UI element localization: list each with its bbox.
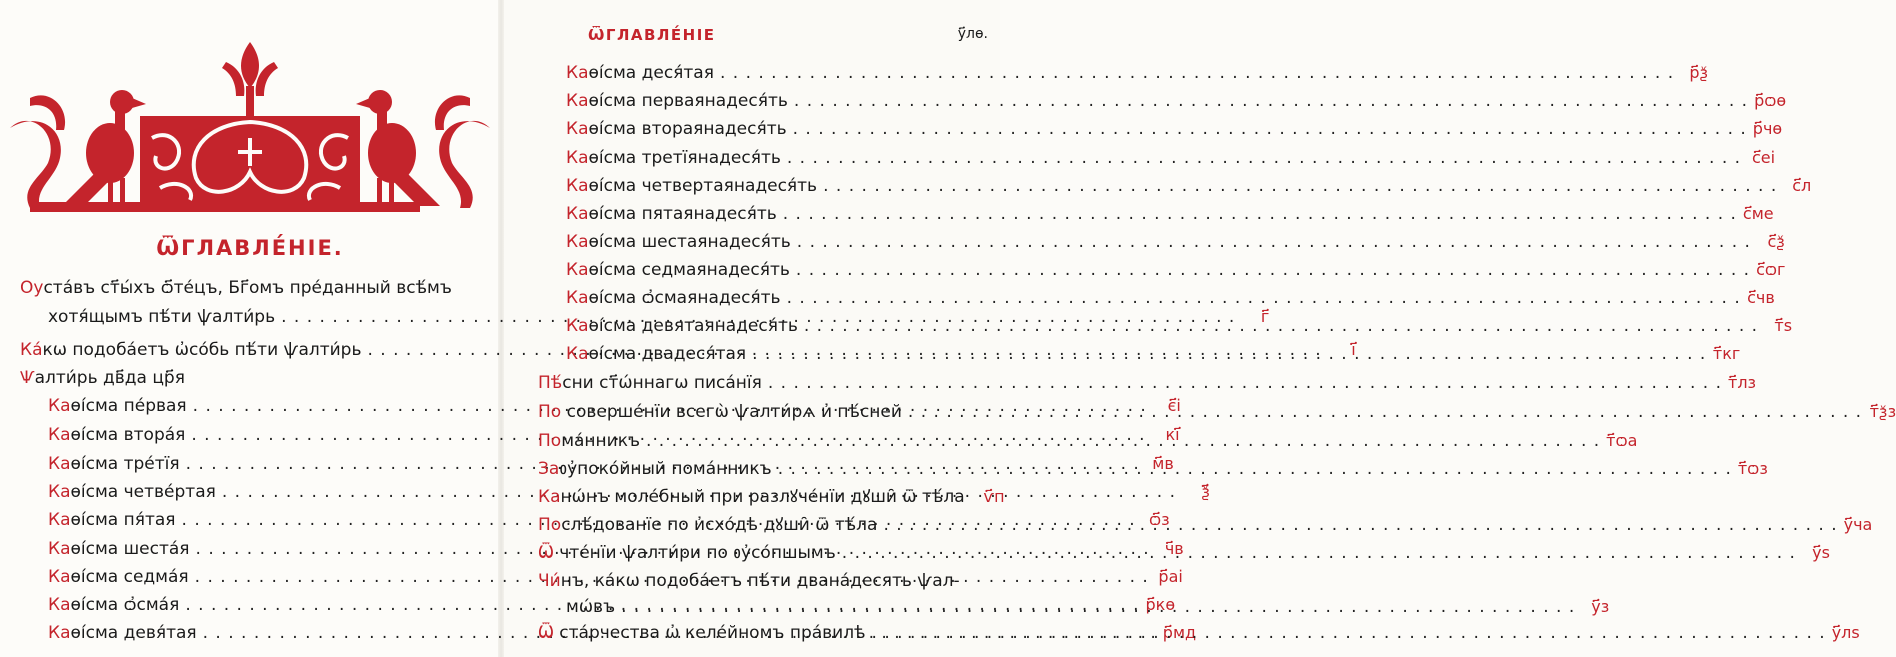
toc-page-number: ѵ҃п bbox=[983, 487, 1005, 506]
toc-entry-text: хотя́щымъ пѣ́ти ѱалти́рь bbox=[48, 307, 276, 327]
toc-entry-text: Каѳі́сма перваянадеся́ть bbox=[566, 91, 788, 111]
toc-entry-text: Каѳі́сма девя́тая bbox=[48, 623, 197, 643]
toc-entry-text: Каѳі́сма девятаянадеся́ть bbox=[566, 316, 798, 336]
leader-dots bbox=[752, 341, 1706, 367]
toc-page-number: р҃ѻѳ bbox=[1754, 91, 1787, 110]
toc-page-number: р҃ѯ bbox=[1689, 63, 1709, 82]
toc-entry-text: Пома́нникъ bbox=[538, 431, 640, 451]
toc-page-number: с҃чв bbox=[1747, 288, 1775, 307]
leader-dots bbox=[778, 456, 1732, 482]
toc-entry-text: Канѡ́нъ моле́бный при разлꙋче́нїи дꙋши̑ ѿ тѣ́ла bbox=[538, 487, 965, 507]
toc-entry-text: Ка́кѡ подоба́етъ ѡ҆со́бь пѣ́ти ѱалти́рь bbox=[20, 340, 362, 360]
toc-page-number: г҃ bbox=[1260, 307, 1270, 326]
toc-entry[interactable] bbox=[566, 173, 1812, 199]
toc-page-number: т҃ѻа bbox=[1606, 431, 1638, 450]
toc-page-number: ѻ҃з bbox=[1149, 510, 1170, 529]
toc-entry[interactable] bbox=[538, 484, 1005, 510]
toc-page-number: у҃s bbox=[1812, 543, 1830, 562]
toc-entry-text: Чи́нъ, ка́кѡ подоба́етъ пѣ́ти двана́десять ѱал- bbox=[538, 571, 960, 591]
toc-entry-text: Каѳі́сма четвертаянадеся́ть bbox=[566, 176, 818, 196]
toc-entry-text: Каѳі́сма тре́тїя bbox=[48, 454, 180, 474]
toc-entry[interactable] bbox=[566, 201, 1774, 227]
toc-entry[interactable] bbox=[566, 88, 1787, 114]
toc-entry-text: Каѳі́сма пе́рвая bbox=[48, 396, 187, 416]
top-fleur bbox=[222, 42, 278, 120]
leader-dots bbox=[787, 145, 1741, 171]
toc-entry-text: Каѳі́сма шестаянадеся́ть bbox=[566, 232, 791, 252]
toc-page-number: є҃і bbox=[1167, 396, 1181, 415]
toc-page-number: т҃лз bbox=[1728, 373, 1757, 392]
toc-entry[interactable] bbox=[566, 60, 1709, 86]
toc-entry-text: Каѳі́сма ѻ҆смаянадеся́ть bbox=[566, 288, 781, 308]
toc-entry-text: Каѳі́сма втораянадеся́ть bbox=[566, 119, 787, 139]
running-title: ѾГЛАВЛЕ́НІЕ bbox=[588, 26, 716, 44]
toc-page-number: с҃еі bbox=[1751, 148, 1776, 167]
toc-entry-text: Каѳі́сма пя́тая bbox=[48, 510, 176, 530]
toc-page-number: м҃в bbox=[1152, 454, 1174, 473]
toc-page-number: р҃мд bbox=[1162, 623, 1197, 642]
toc-page-number: с҃л bbox=[1792, 176, 1812, 195]
leader-dots bbox=[908, 399, 1862, 425]
toc-page-number: т҃кг bbox=[1712, 344, 1741, 363]
toc-title: ѾГЛАВЛЕ́НІЕ. bbox=[156, 236, 344, 260]
toc-page-number: т҃ѻз bbox=[1737, 459, 1768, 478]
toc-page-number: р҃чѳ bbox=[1752, 119, 1783, 138]
toc-entry-text: Ѱалти́рь дв҃да цр҃я bbox=[20, 368, 185, 388]
left-bird bbox=[62, 90, 146, 206]
leader-dots bbox=[794, 88, 1748, 114]
leader-dots bbox=[646, 428, 1600, 454]
toc-page-number: р҃кѳ bbox=[1145, 595, 1176, 614]
toc-entry-text: По соверше́нїи всегѡ̀ ѱалти́рѧ и҆ пѣ́сней bbox=[538, 402, 902, 422]
toc-page-number: т҃ѯз bbox=[1869, 402, 1896, 421]
toc-entry-text: Каѳі́сма втора́я bbox=[48, 425, 186, 445]
right-bird bbox=[356, 90, 440, 206]
leader-dots bbox=[796, 257, 1750, 283]
toc-entry-text: Ѿ ста́рчества ѡ҆ келе́йномъ пра́вилѣ bbox=[538, 623, 866, 643]
leader-dots bbox=[793, 116, 1747, 142]
toc-entry[interactable] bbox=[566, 257, 1786, 283]
page-number: у҃лѳ. bbox=[957, 26, 988, 42]
leader-dots bbox=[783, 201, 1737, 227]
toc-entry[interactable] bbox=[566, 313, 1793, 339]
leader-dots bbox=[842, 540, 1796, 566]
toc-entry[interactable] bbox=[566, 229, 1785, 255]
toc-page-number: с҃ѯ bbox=[1767, 232, 1785, 251]
toc-entry[interactable] bbox=[20, 275, 450, 301]
leader-dots bbox=[787, 285, 1741, 311]
toc-entry-text: Ѿ чте́нїи ѱалти́ри по ᲂу҆со́пшымъ bbox=[538, 543, 836, 563]
toc-page-number: т҃s bbox=[1774, 316, 1793, 335]
toc-entry-text: Каѳі́сма четве́ртая bbox=[48, 482, 216, 502]
toc-page-number: ч҃в bbox=[1164, 539, 1184, 558]
toc-page-number: і҃ bbox=[1351, 340, 1356, 359]
toc-entry-text: Послѣ́дованїе по и҆схо́дѣ дꙋши̑ ѿ тѣ́ла bbox=[538, 515, 878, 535]
toc-page-number: у҃ча bbox=[1843, 515, 1873, 534]
toc-entry-text: Каѳі́сма третїянадеся́ть bbox=[566, 148, 781, 168]
headpiece-ornament bbox=[0, 38, 500, 218]
toc-entry-text: Каѳі́сма ѻ҆сма́я bbox=[48, 595, 180, 615]
toc-entry-text: Каѳі́сма седмаянадеся́ть bbox=[566, 260, 790, 280]
toc-entry-text: Пѣ́сни ст҃ѡ́ннагѡ писа́нїя bbox=[538, 373, 762, 393]
leader-dots bbox=[768, 370, 1722, 396]
toc-entry[interactable] bbox=[566, 145, 1776, 171]
toc-entry-text: Оуста́въ ст҃ы́хъ ѻ҃те́цъ, Бг҃омъ пре́данный всѣ́мъ bbox=[20, 278, 452, 298]
leader-dots bbox=[720, 60, 1674, 86]
toc-entry[interactable] bbox=[566, 116, 1783, 142]
toc-page-number: у҃з bbox=[1591, 597, 1610, 616]
toc-page-number: у҃лѕ bbox=[1831, 623, 1860, 642]
leader-dots bbox=[804, 313, 1758, 339]
left-foliage bbox=[10, 95, 65, 208]
toc-entry-text: Каѳі́сма седма́я bbox=[48, 567, 189, 587]
toc-entry[interactable] bbox=[566, 285, 1775, 311]
leader-dots bbox=[883, 512, 1837, 538]
toc-page-number: с҃ѻг bbox=[1756, 260, 1786, 279]
toc-entry[interactable] bbox=[538, 370, 1757, 396]
leader-dots bbox=[823, 173, 1777, 199]
toc-page-number: ѯ҃ bbox=[1201, 482, 1211, 501]
toc-entry-text: мѡ́въ bbox=[566, 597, 616, 617]
toc-entry-text: Каѳі́сма деся́тая bbox=[566, 63, 714, 83]
toc-entry-text: Каѳі́сма шеста́я bbox=[48, 539, 190, 559]
toc-entry[interactable] bbox=[538, 568, 988, 594]
leader-dots bbox=[872, 620, 1826, 646]
right-foliage bbox=[435, 95, 490, 208]
toc-entry[interactable] bbox=[566, 341, 1741, 367]
leader-dots bbox=[797, 229, 1751, 255]
toc-page-number: р҃аі bbox=[1158, 567, 1183, 586]
toc-entry-text: Каѳі́сма двадеся́тая bbox=[566, 344, 747, 364]
toc-page-number: кі҃ bbox=[1165, 425, 1180, 444]
leader-dots bbox=[621, 594, 1575, 620]
toc-entry[interactable] bbox=[20, 365, 460, 391]
toc-entry-text: Каѳі́сма пятаянадеся́ть bbox=[566, 204, 777, 224]
toc-page-number: с҃ме bbox=[1742, 204, 1774, 223]
toc-entry-text: Заᲂу҆поко́йный пома́нникъ bbox=[538, 459, 772, 479]
